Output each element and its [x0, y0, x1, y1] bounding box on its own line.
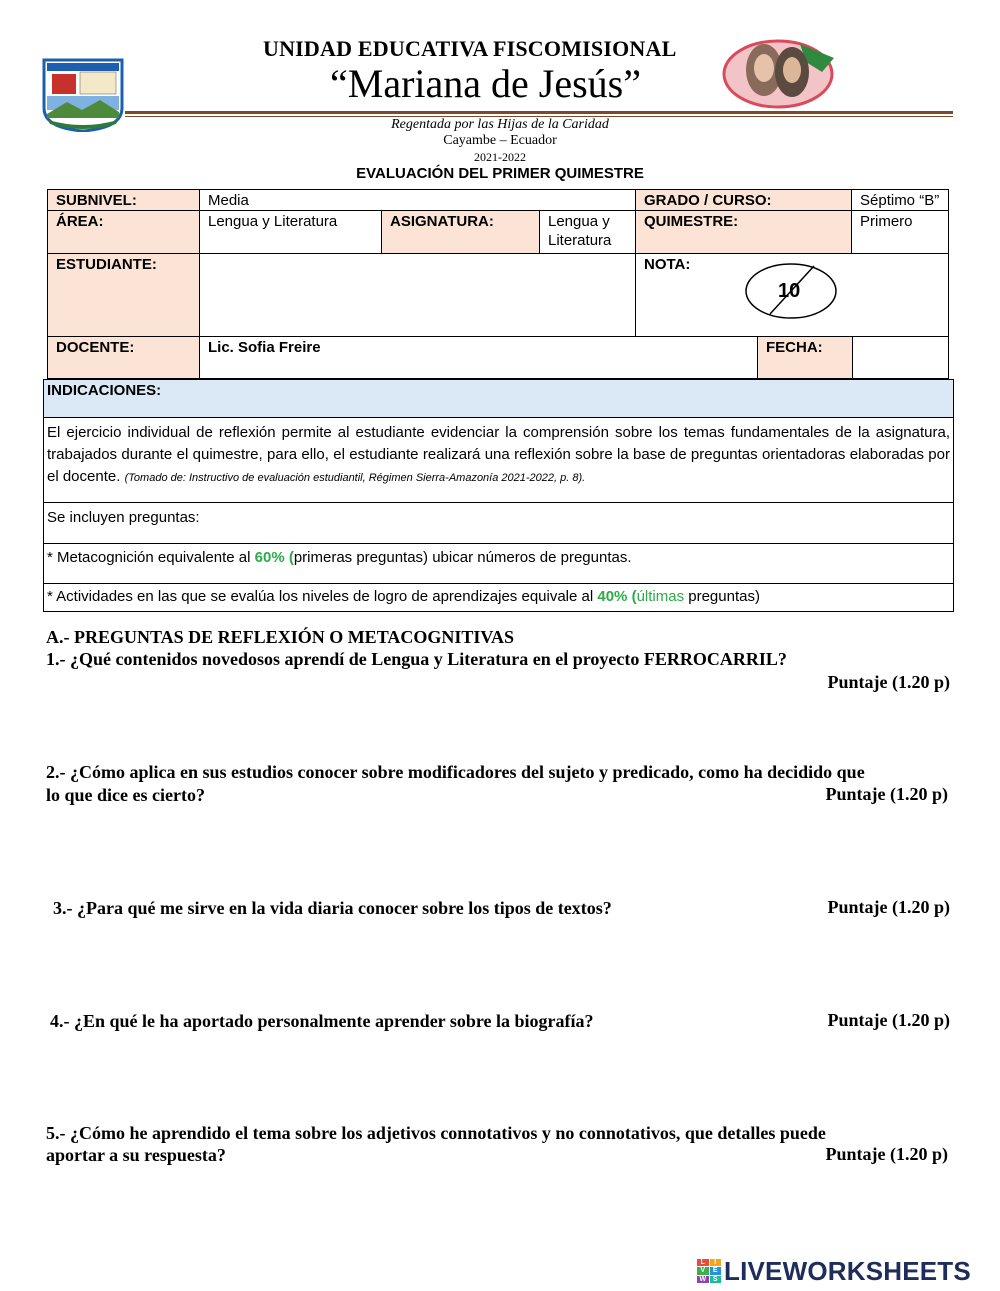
- school-title: UNIDAD EDUCATIVA FISCOMISIONAL: [263, 36, 677, 61]
- docente-label: DOCENTE:: [47, 336, 200, 379]
- liveworksheets-logo[interactable]: [697, 1256, 971, 1286]
- incluyen-row: [43, 502, 954, 544]
- act-percent: 40% (: [597, 588, 637, 605]
- school-name: “Mariana de Jesús”: [330, 61, 641, 106]
- subnivel-label: SUBNIVEL:: [47, 189, 200, 211]
- fecha-label: FECHA:: [757, 336, 853, 379]
- act-prefix: * Actividades en las que se evalúa los niveles de logro de aprendizajes equivale al: [47, 588, 594, 605]
- docente-value: Lic. Sofia Freire: [199, 336, 758, 379]
- asignatura-label: ASIGNATURA:: [381, 210, 540, 254]
- regentada-line: Regentada por las Hijas de la Caridad: [391, 117, 609, 132]
- liveworksheets-brand: LIVEWORKSHEETS: [724, 1255, 971, 1286]
- header-rule: [125, 111, 953, 114]
- question-5-line2: aportar a su respuesta?: [46, 1145, 226, 1165]
- grid-letter-v: V: [697, 1267, 709, 1274]
- question-1: 1.- ¿Qué contenidos novedosos aprendí de Lengua y Literatura en el proyecto FERROCARRIL?: [46, 649, 787, 669]
- grid-letter-l: L: [697, 1259, 709, 1266]
- incluyen-text: Se incluyen preguntas:: [47, 509, 200, 526]
- subnivel-value: Media: [199, 189, 636, 211]
- meta-suffix: primeras preguntas) ubicar números de preguntas.: [293, 549, 632, 566]
- grid-letter-e: E: [710, 1267, 722, 1274]
- liveworksheets-icon: [697, 1259, 721, 1283]
- area-label: ÁREA:: [47, 210, 200, 254]
- question-3: 3.- ¿Para qué me sirve en la vida diaria conocer sobre los tipos de textos?: [53, 898, 612, 918]
- act-ultimas: últimas: [636, 588, 685, 605]
- indicaciones-citation: (Tomado de: Instructivo de evaluación estudiantil, Régimen Sierra-Amazonía 2021-2022, p. 8).: [124, 472, 586, 484]
- section-title: A.- PREGUNTAS DE REFLEXIÓN O METACOGNITIVAS: [46, 627, 515, 647]
- grid-letter-s: S: [710, 1276, 722, 1283]
- grid-letter-w: W: [697, 1276, 709, 1283]
- question-1-score: Puntaje (1.20 p): [827, 672, 950, 692]
- question-3-score: Puntaje (1.20 p): [827, 897, 950, 917]
- location-line: Cayambe – Ecuador: [443, 133, 557, 148]
- area-value: Lengua y Literatura: [199, 210, 382, 254]
- question-4-score: Puntaje (1.20 p): [827, 1010, 950, 1030]
- question-2-line2: lo que dice es cierto?: [46, 785, 205, 805]
- founders-portrait-emblem: [718, 32, 836, 110]
- grado-value: Séptimo “B”: [851, 189, 949, 211]
- grade-circle[interactable]: [744, 262, 838, 320]
- asignatura-value: Lengua y Literatura: [539, 210, 636, 254]
- evaluation-title: EVALUACIÓN DEL PRIMER QUIMESTRE: [356, 165, 644, 182]
- question-5-line1: 5.- ¿Cómo he aprendido el tema sobre los adjetivos connotativos y no connotativos, que detalles puede: [46, 1123, 826, 1143]
- estudiante-field[interactable]: [199, 253, 636, 337]
- indicaciones-heading: INDICACIONES:: [43, 379, 954, 418]
- meta-prefix: * Metacognición equivalente al: [47, 549, 251, 566]
- indicaciones-text: El ejercicio individual de reflexión permite al estudiante evidenciar la comprensión sobre los temas fundamentales de la asignatura, trabajados durante el quimestre, para ello, el estudiante realizará una reflexión sobre la base de preguntas orientadoras elaboradas por el docente.: [47, 424, 950, 485]
- meta-percent: 60% (: [254, 549, 294, 566]
- grid-letter-i: I: [710, 1259, 722, 1266]
- fecha-field[interactable]: [852, 336, 949, 379]
- quimestre-label: QUIMESTRE:: [635, 210, 852, 254]
- question-5-score: Puntaje (1.20 p): [825, 1144, 948, 1164]
- indicaciones-paragraph: [43, 417, 954, 503]
- metacognicion-row: [43, 543, 954, 584]
- question-4: 4.- ¿En qué le ha aportado personalmente aprender sobre la biografía?: [50, 1011, 594, 1031]
- nota-label: NOTA:: [644, 256, 691, 273]
- act-suffix: preguntas): [684, 588, 760, 605]
- nota-max: 10: [778, 280, 801, 302]
- actividades-row: [43, 583, 954, 612]
- year-line: 2021-2022: [474, 150, 526, 164]
- grado-label: GRADO / CURSO:: [635, 189, 852, 211]
- estudiante-label: ESTUDIANTE:: [47, 253, 200, 337]
- question-2-line1: 2.- ¿Cómo aplica en sus estudios conocer sobre modificadores del sujeto y predicado, como ha decidido que: [46, 762, 865, 782]
- question-2-score: Puntaje (1.20 p): [825, 784, 948, 804]
- quimestre-value: Primero: [851, 210, 949, 254]
